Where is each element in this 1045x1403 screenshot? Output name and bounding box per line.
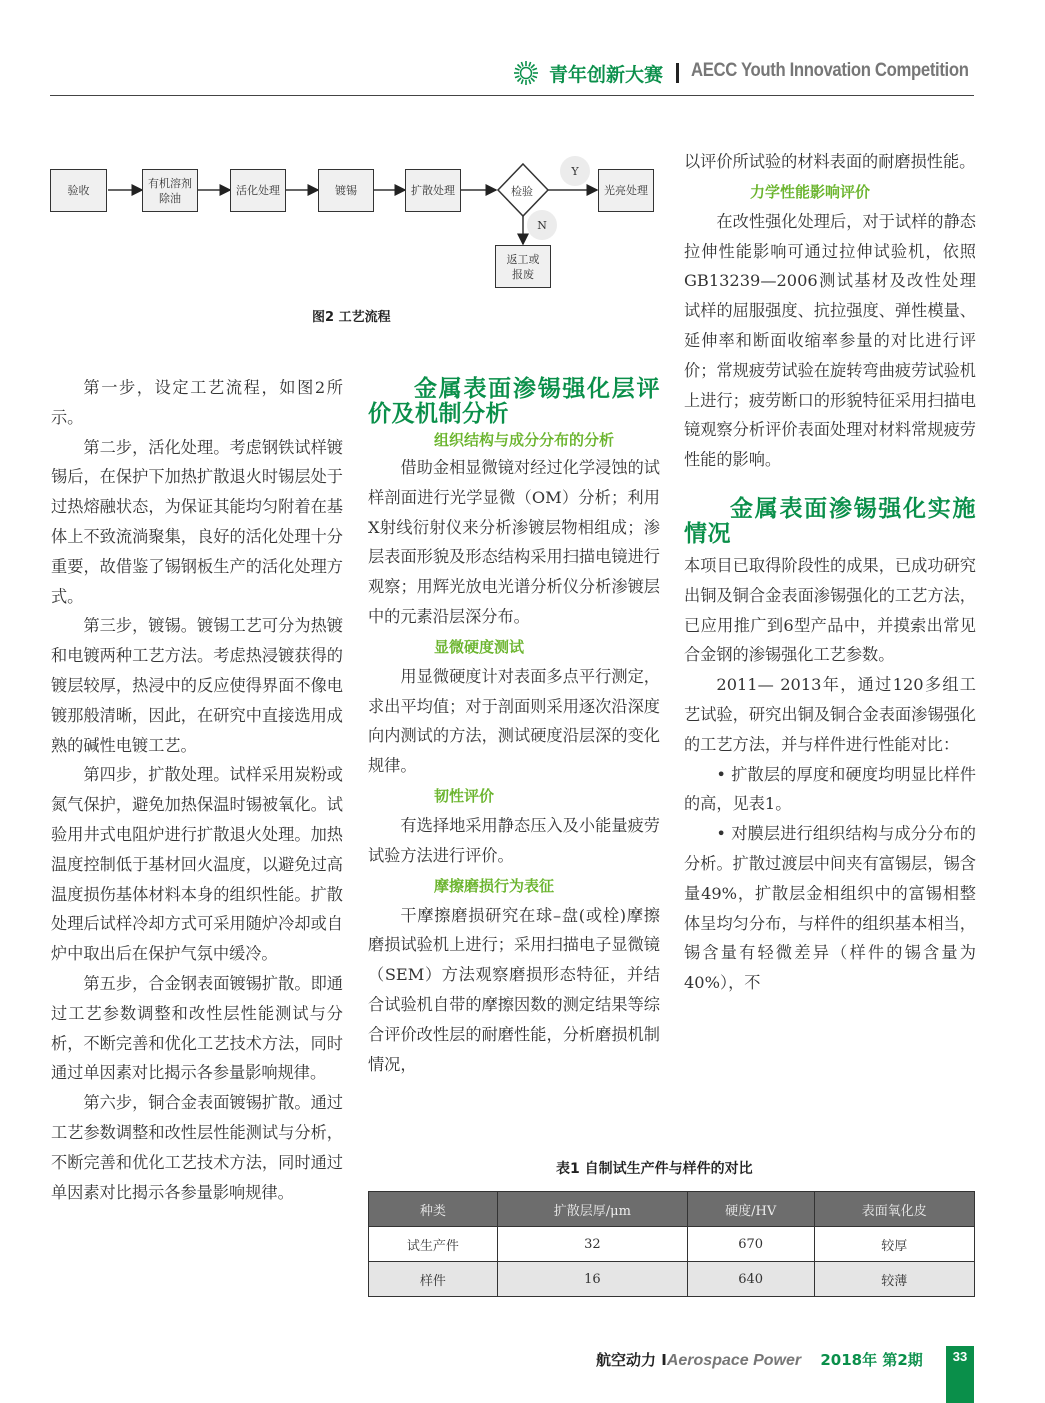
table-cell: 试生产件: [369, 1227, 498, 1262]
no-label: N: [527, 210, 557, 240]
section-heading: 金属表面渗锡强化层评价及机制分析: [368, 376, 660, 427]
paragraph: 用显微硬度计对表面多点平行测定，求出平均值；对于剖面则采用逐次沿深度向内测试的方法，测试硬度沿层深的变化规律。: [368, 666, 660, 776]
header-rule: [50, 95, 974, 96]
bullet-item: • 扩散层的厚度和硬度均明显比样件的高，见表1。: [684, 764, 976, 814]
bullet-item: • 对膜层进行组织结构与成分分布的分析。扩散过渡层中间夹有富锡层，锡含量49%，扩散层金相组织中的富锡相整体呈均匀分布，与样件的组织基本相当，锡含量有轻微差异（样件的锡含量为40%），不: [684, 824, 976, 993]
table-cell: 670: [687, 1227, 814, 1262]
node-diffusion: 扩散处理: [405, 169, 461, 212]
table-cell: 样件: [369, 1262, 498, 1297]
subsection-heading: 显微硬度测试: [434, 637, 525, 656]
node-polish: 光亮处理: [598, 169, 654, 212]
column-header: 种类: [369, 1192, 498, 1227]
paragraph: 第五步，合金钢表面镀锡扩散。即通过工艺参数调整和改性层性能测试与分析，不断完善和优化工艺技术方法，同时通过单因素对比揭示各参量影响规律。: [51, 973, 343, 1083]
paragraph: 第一步，设定工艺流程，如图2所示。: [51, 378, 343, 427]
paragraph: 有选择地采用静态压入及小能量疲劳试验方法进行评价。: [368, 815, 660, 865]
subsection-heading: 力学性能影响评价: [750, 182, 871, 201]
paragraph: 借助金相显微镜对经过化学浸蚀的试样剖面进行光学显微（OM）分析；利用X射线衍射仪来分析渗镀层物相组成；渗层表面形貌及形态结构采用扫描电镜进行观察；用辉光放电光谱分析仪分析渗镀层中的元素沿层深分布。: [368, 458, 660, 626]
subsection-heading: 韧性评价: [434, 786, 495, 805]
table-header-row: [369, 1192, 975, 1227]
node-degrease: 有机溶剂 除油: [142, 169, 198, 212]
paragraph: 在改性强化处理后，对于试样的静态拉伸性能影响可通过拉伸试验机，依照GB13239—2006测试基材及改性处理试样的屈服强度、抗拉强度、弹性模量、延伸率和断面收缩率参量的对比进行评价；常规疲劳试验在旋转弯曲疲劳试验机上进行；疲劳断口的形貌特征采用扫描电镜观察分析评价表面处理对材料常规疲劳性能的影响。: [684, 211, 976, 470]
sunburst-logo-icon: [513, 60, 539, 86]
table-cell: 较厚: [814, 1227, 975, 1262]
figure-caption: 图2 工艺流程: [312, 310, 391, 325]
paragraph: 2011— 2013年，通过120多组工艺试验，研究出铜及铜合金表面渗锡强化的工艺方法，并与样件进行性能对比：: [684, 675, 976, 754]
table-cell: 640: [687, 1262, 814, 1297]
paragraph: 第三步，镀锡。镀锡工艺可分为热镀和电镀两种工艺方法。考虑热浸镀获得的镀层较厚，热浸中的反应使得界面不像电镀那般清晰，因此，在研究中直接选用成熟的碱性电镀工艺。: [51, 616, 343, 755]
yes-label: Y: [560, 156, 590, 186]
node-inspect: 检验: [511, 185, 533, 198]
paragraph: 第六步，铜合金表面镀锡扩散。通过工艺参数调整和改性层性能测试与分析，不断完善和优化工艺技术方法，同时通过单因素对比揭示各参量影响规律。: [51, 1093, 343, 1202]
paragraph: 本项目已取得阶段性的成果，已成功研究出铜及铜合金表面渗锡强化的工艺方法，已应用推广到6型产品中，并摸索出常见合金钢的渗锡强化工艺参数。: [684, 555, 976, 665]
paragraph: 干摩擦磨损研究在球–盘(或栓)摩擦磨损试验机上进行；采用扫描电子显微镜（SEM）方法观察磨损形态特征，并结合试验机自带的摩擦因数的测定结果等综合评价改性层的耐磨性能，分析磨损机制情况，: [368, 905, 660, 1074]
journal-name-cn: 航空动力: [596, 1351, 657, 1369]
table-cell: 16: [497, 1262, 687, 1297]
comparison-table: [368, 1191, 975, 1297]
page-footer: [596, 1349, 923, 1370]
subsection-heading: 摩擦磨损行为表征: [434, 876, 555, 895]
node-rework: 返工或 报废: [495, 245, 551, 288]
column-header: 扩散层厚/μm: [497, 1192, 687, 1227]
header-divider: [676, 63, 679, 83]
column-header: 表面氧化皮: [814, 1192, 975, 1227]
paragraph: 第二步，活化处理。考虑钢铁试样镀锡后，在保护下加热扩散退火时锡层处于过热熔融状态，为保证其能均匀附着在基体上不致流淌聚集，良好的活化处理十分重要，故借鉴了锡钢板生产的活化处理方式。: [51, 437, 343, 606]
competition-title-en: AECC Youth Innovation Competition: [691, 60, 969, 81]
table-row: [369, 1227, 975, 1262]
page-number: 33: [946, 1346, 974, 1403]
table-caption: 表1 自制试生产件与样件的对比: [556, 1161, 753, 1177]
footer-separator: I: [661, 1351, 667, 1369]
competition-title-cn: 青年创新大赛: [549, 64, 664, 86]
issue-label: 2018年 第2期: [820, 1351, 923, 1369]
journal-name-en: Aerospace Power: [666, 1352, 802, 1369]
subsection-heading: 组织结构与成分分布的分析: [434, 431, 615, 449]
table-cell: 较薄: [814, 1262, 975, 1297]
table-row: [369, 1262, 975, 1297]
node-plating: 镀锡: [318, 169, 374, 212]
section-heading: 金属表面渗锡强化实施情况: [684, 495, 976, 547]
column-1: [51, 373, 343, 1207]
column-2: [368, 373, 660, 1079]
page-header: [0, 58, 975, 92]
paragraph: 以评价所试验的材料表面的耐磨损性能。: [684, 152, 976, 171]
column-header: 硬度/HV: [687, 1192, 814, 1227]
node-activate: 活化处理: [230, 169, 286, 212]
table-cell: 32: [497, 1227, 687, 1262]
process-flowchart: [50, 150, 670, 300]
node-receive: 验收: [50, 169, 107, 212]
column-3: [684, 147, 976, 998]
paragraph: 第四步，扩散处理。试样采用炭粉或氮气保护，避免加热保温时锡被氧化。试验用井式电阻炉进行扩散退火处理。加热温度控制低于基材回火温度，以避免过高温度损伤基体材料本身的组织性能。扩散处理后试样冷却方式可采用随炉冷却或自炉中取出后在保护气氛中缓冷。: [51, 765, 343, 964]
